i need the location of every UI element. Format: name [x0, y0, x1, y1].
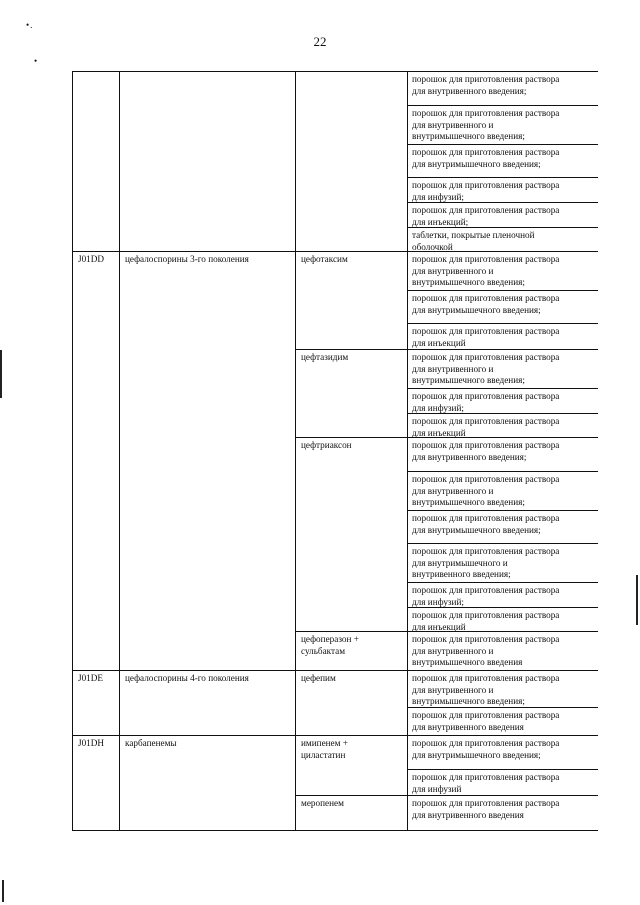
dosage-form: порошок для приготовления раствора для внутримышечного и внутривенного введения; — [412, 546, 560, 580]
scan-edge-line — [2, 880, 4, 902]
drug-name: цефотаксим — [301, 254, 348, 264]
atc-code: J01DE — [78, 673, 104, 683]
drug-group: цефалоспорины 3-го поколения — [125, 254, 249, 264]
dosage-form: порошок для приготовления раствора для внутривенного и внутримышечного введения; — [412, 474, 560, 508]
dosage-form: порошок для приготовления раствора для инъекций; — [412, 205, 560, 227]
dosage-form: порошок для приготовления раствора для инфузий; — [412, 180, 560, 202]
drug-group: карбапенемы — [125, 738, 177, 748]
atc-code: J01DD — [78, 254, 105, 264]
dosage-form: порошок для приготовления раствора для внутривенного и внутримышечного введения; — [412, 673, 560, 707]
dosage-form: порошок для приготовления раствора для внутривенного введения; — [412, 74, 560, 96]
dosage-form: порошок для приготовления раствора для инфузий; — [412, 585, 560, 607]
margin-mark: • — [34, 56, 38, 66]
dosage-form: порошок для приготовления раствора для внутримышечного введения; — [412, 147, 560, 169]
dosage-form: порошок для приготовления раствора для внутримышечного введения; — [412, 293, 560, 315]
drug-name: цефтриаксон — [301, 440, 352, 450]
dosage-form: порошок для приготовления раствора для инфузий — [412, 772, 560, 794]
dosage-form: порошок для приготовления раствора для внутримышечного введения; — [412, 513, 560, 535]
drug-name: цефтазидим — [301, 352, 349, 362]
dosage-form: порошок для приготовления раствора для инъекций — [412, 610, 560, 632]
drug-name: цефепим — [301, 673, 336, 683]
dosage-form: порошок для приготовления раствора для внутривенного введения; — [412, 440, 560, 462]
dosage-form: порошок для приготовления раствора для внутримышечного введения; — [412, 738, 560, 760]
dosage-form: порошок для приготовления раствора для внутривенного и внутримышечного введения; — [412, 108, 560, 142]
dosage-form: порошок для приготовления раствора для инфузий; — [412, 391, 560, 413]
atc-code: J01DH — [78, 738, 105, 748]
dosage-form: порошок для приготовления раствора для внутривенного введения — [412, 710, 560, 732]
drug-table — [72, 71, 598, 831]
dosage-form: порошок для приготовления раствора для внутривенного и внутримышечного введения — [412, 634, 560, 668]
scan-edge-line — [0, 350, 2, 398]
drug-name: меропенем — [301, 798, 344, 808]
scan-edge-line — [636, 575, 638, 625]
dosage-form: порошок для приготовления раствора для внутривенного и внутримышечного введения; — [412, 352, 560, 386]
page-number: 22 — [313, 34, 327, 49]
dosage-form: порошок для приготовления раствора для инъекций — [412, 326, 560, 348]
drug-name: цефоперазон + сульбактам — [301, 634, 359, 656]
dosage-form: порошок для приготовления раствора для инъекций — [412, 416, 560, 438]
dosage-form: порошок для приготовления раствора для внутривенного введения — [412, 798, 560, 820]
margin-mark: •. — [26, 20, 34, 30]
drug-group: цефалоспорины 4-го поколения — [125, 673, 249, 683]
drug-name: имипенем + циластатин — [301, 738, 348, 760]
dosage-form: порошок для приготовления раствора для внутривенного и внутримышечного введения; — [412, 254, 560, 288]
dosage-form: таблетки, покрытые пленочной оболочкой — [412, 230, 535, 252]
